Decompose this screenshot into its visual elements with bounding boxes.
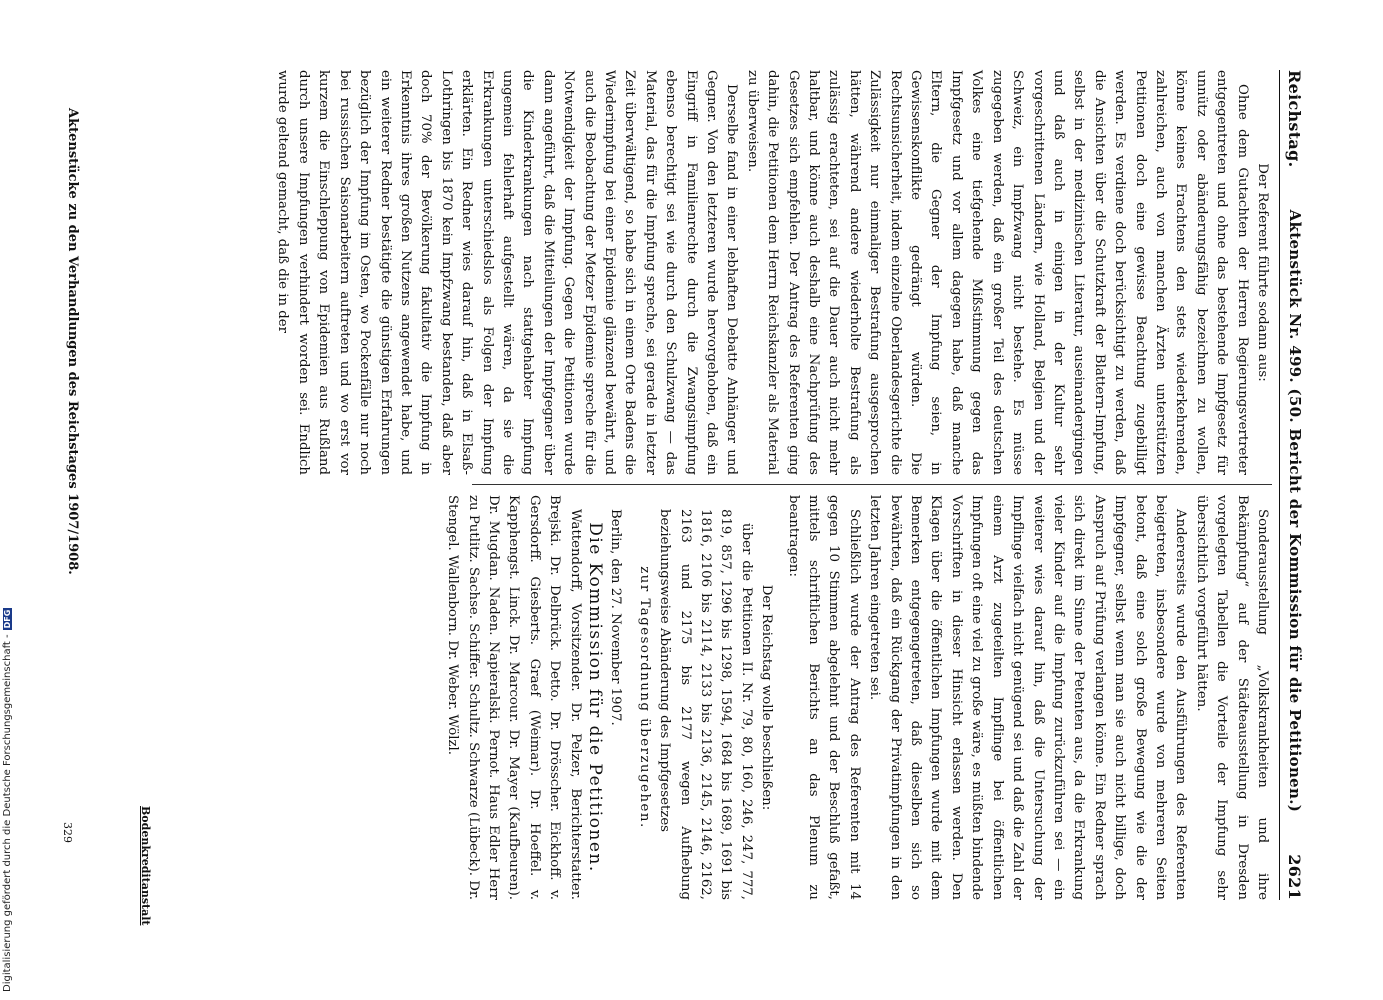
running-title: Aktenstücke zu den Verhandlungen des Reichstages 1907/1908. xyxy=(65,108,80,575)
library-stamp: Bodenkreditanstalt xyxy=(139,806,152,926)
paragraph: Derselbe fand in einer lebhaften Debatte Anhänger und Gegner. Von den letzteren wurde hervorgehoben, daß ein Eingriff in Familienrechte durch die Zwangsimpfung ebenso berechtigt sei wie durch den Schulzwang — das Material, das für die Impfung spreche, sei gerade in letzter Zeit überwältigend, so habe sich in einem Orte Badens die Wiederimpfung bei einer Epidemie glänzend bewährt, und auch die Beobachtung der Metzer Epidemie spreche für die Notwendigkeit der Impfung. Gegen die Petitionen wurde dann angeführt, daß die Mitteilungen der Impfgegner über die Kinderkrankungen nach stattgehabter Impfung ungemein fehlerhaft aufgestellt wären, da sie die Erkrankungen unterschiedslos als Folgen der Impfung erklärten. Ein Redner wies darauf hin, daß in Elsaß-Lothringen bis 1870 kein Impfzwang bestanden, daß aber doch 70% der Bevölkerung fakultativ die Impfung in Erkenntnis ihres großen Nutzens angewendet habe, und ein weiterer Redner bestätigte die günstigen Erfahrungen bezüglich der Impfung im Osten, wo Pockenfälle nur noch bei russischen Saisonarbeitern auftreten und wo erst vor kurzem die Einschleppung von Epidemien aus Rußland durch unsere Impfungen verhindert worden sei. Endlich wurde geltend gemacht, daß die in der xyxy=(275,70,740,475)
column-divider xyxy=(472,484,1272,485)
paragraph: Sonderausstellung „Volkskrankheiten und ihre Bekämpfung“ auf der Städteausstellung in Dresden vorgelegten Tabellen die Vorteile der Impfung sehr übersichtlich vorgeführt hätten. xyxy=(1193,495,1270,900)
paragraph: Andererseits wurde den Ausführungen des Referenten beigetreten, insbesondere wurde von mehreren Seiten betont, daß eine solch große Bewegung wie die der Impfgegner, selbst wenn man sie auch nicht billige, doch Anspruch auf Prüfung verlangen könne. Ein Redner sprach sich direkt im Sinne der Petenten aus, da die Erkrankung vieler Kinder auf die Impfung zurückzuführen sei — ein weiterer wies darauf hin, daß die Untersuchung der Impflinge vielfach nicht genügend sei und daß die Zahl der einem Arzt zugeteilten Impflinge bei öffentlichen Impfungen oft eine viel zu große wäre, es müßten bindende Vorschriften in dieser Hinsicht erlassen werden. Den Klagen über die öffentlichen Impfungen wurde mit dem Bemerken entgegengetreten, daß dieselben sich so bewährten, daß ein Rückgang der Privatimpfungen in den letzten Jahren eingetreten sei. xyxy=(867,495,1189,900)
date-line: Berlin, den 27. November 1907. xyxy=(608,509,624,726)
digitization-credit xyxy=(2,608,13,992)
resolution-close: zur Tagesordnung überzugehen. xyxy=(636,566,652,829)
document-page xyxy=(275,70,1310,900)
text-column-left xyxy=(275,70,1272,475)
commission-title: Die Kommission für die Petitionen. xyxy=(585,522,605,873)
dfg-logo: DFG xyxy=(3,609,12,629)
paragraph: Schließlich wurde der Antrag des Referenten mit 14 gegen 10 Stimmen abgelehnt und der Beschluß gefaßt, mittels schriftlichen Berichts an das Plenum zu beantragen: xyxy=(785,495,862,900)
header-title: Aktenstück Nr. 499. (50. Bericht der Kommission für die Petitionen.) xyxy=(1286,209,1304,813)
credit-text: Digitalisierung gefördert durch die Deutsche Forschungsgemeinschaft - xyxy=(2,634,13,992)
paragraph: Ohne dem Gutachten der Herren Regierungsvertreter entgegentreten und ohne das bestehende Impfgesetz für unnütz oder abänderungsfähig bezeichnen zu wollen, könne keines Erachtens den stets wiederkehrenden, zahlreichen, auch von manchen Ärzten unterstützten Petitionen doch eine gewisse Beachtung zugebilligt werden. Es verdiene doch berücksichtigt zu werden, daß die Ansichten über die Schutzkraft der Blattern-Impfung, selbst in der medizinischen Literatur, auseinandergingen und daß auch in einigen in der Kultur sehr vorgeschrittenen Ländern, wie Holland, Belgien und der Schweiz, ein Impfzwang nicht bestehe. Es müsse zugegeben werden, daß ein großer Teil des deutschen Volkes eine tiefgehende Mißstimmung gegen das Impfgesetz und vor allem dagegen habe, daß manche Eltern, die Gegner der Impfung seien, in Gewissenskonflikte gedrängt würden. Die Rechtsunsicherheit, indem einzelne Oberlandesgerichte die Zulässigkeit nur einmaliger Bestrafung ausgesprochen hätten, während andere wiederholte Bestrafung als zulässig erachteten, sei auf die Dauer auch nicht mehr haltbar, und könne auch deshalb eine Nachprüfung des Gesetzes sich empfehlen. Der Antrag des Referenten ging dahin, die Petitionen dem Herrn Reichskanzler als Material zu überweisen. xyxy=(744,70,1250,475)
page-header xyxy=(1279,70,1310,900)
resolution-text: über die Petitionen II. Nr. 79, 80, 160, 246, 247, 777, 819, 857, 1296 bis 1298, 1594, 1684 bis 1689, 1691 bis 1816, 2106 bis 2114, 2133 bis 2136, 2145, 2146, 2162, 2163 und 2175 bis 2177 wegen Aufhebung beziehungsweise Abänderung des Impfgesetzes xyxy=(657,509,754,900)
header-page-number: 2621 xyxy=(1285,854,1305,900)
commission-members: Wattendorff, Vorsitzender. Dr. Pelzer, Berichterstatter. Brejski. Dr. Delbrück. Detto. Dr. Drösscher. Eickhoff. v. Gersdorff. Giesberts. Graef (Weimar). Dr. Hoeffel. v. Kapphengst. Linck. Dr. Marcour. Dr. Mayer (Kaufbeuren). Dr. Mugdan. Naden. Napieralski. Pernot. Haus Edler Herr zu Putlitz. Sachse. Schiffer. Schultz. Schwarze (Lübeck). Dr. Stengel. Wallenborn. Dr. Weber. Wölzl. xyxy=(445,495,583,900)
page-number: 329 xyxy=(61,822,74,843)
resolution-intro: Der Reichstag wolle beschließen: xyxy=(759,584,775,811)
header-left: Reichstag. xyxy=(1285,70,1305,168)
text-column-right xyxy=(432,495,1272,900)
paragraph: Der Referent führte sodann aus: xyxy=(1255,163,1270,382)
